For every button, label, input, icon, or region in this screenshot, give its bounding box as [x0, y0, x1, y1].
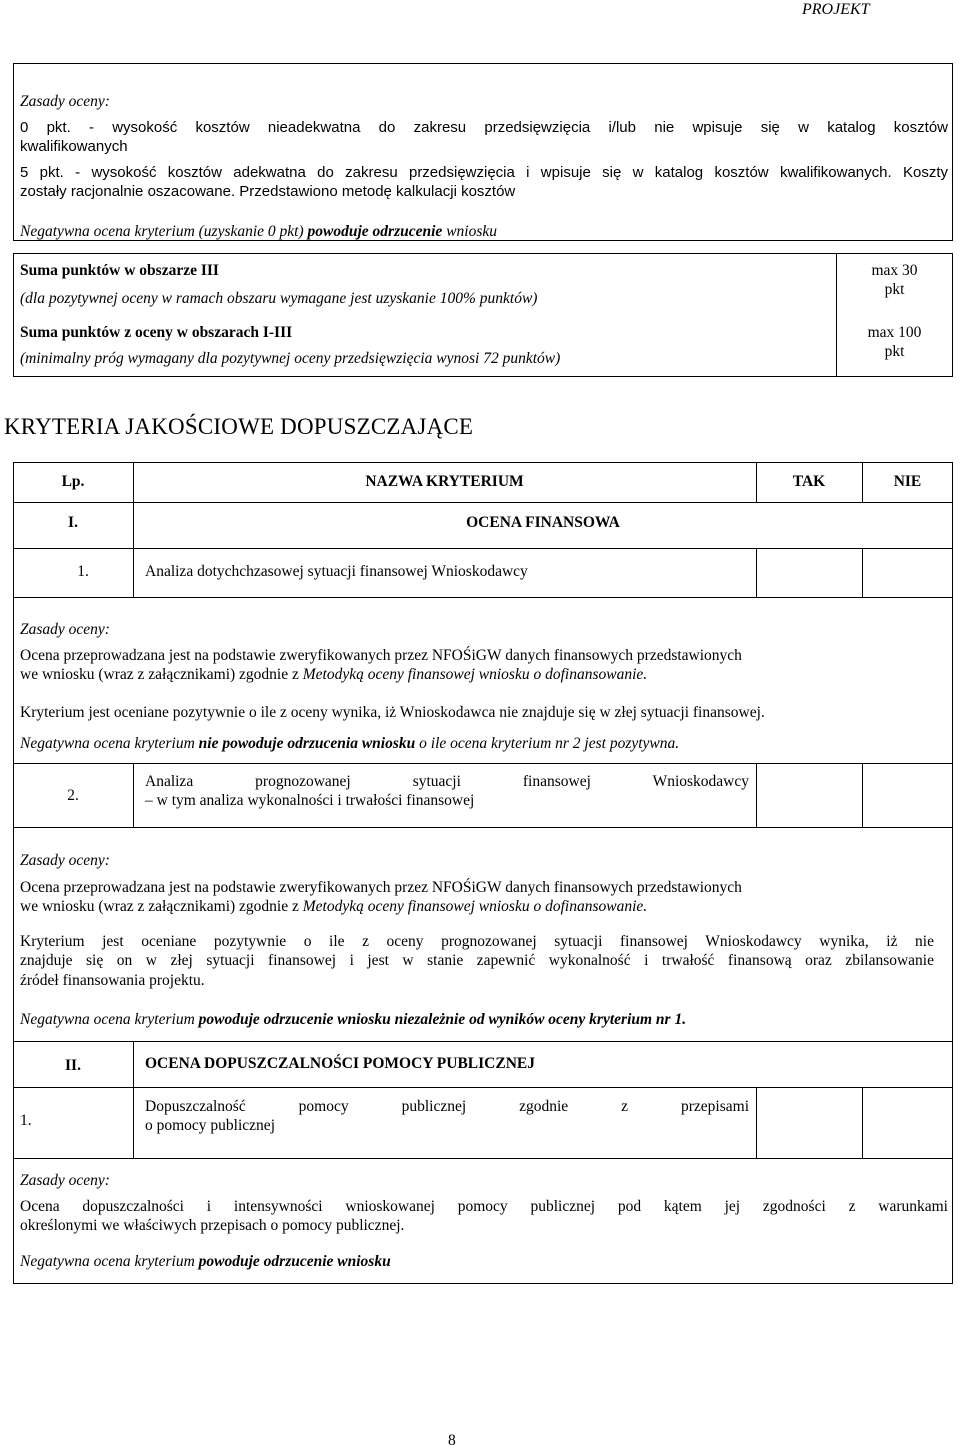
criterion-i2-rule-text: Ocena przeprowadzana jest na podstawie zweryfikowanych przez NFOŚiGW danych finansowych przedstawionych we wniosku (wraz z załącznikami) zgodnie z Metodyką oceny finansowej wniosku o dofinansowanie.: [20, 879, 742, 916]
area3-sum-note: (dla pozytywnej oceny w ramach obszaru wymagane jest uzyskanie 100% punktów): [20, 290, 538, 307]
criterion-i1-number: 1.: [77, 563, 89, 580]
document-header: PROJEKT: [802, 1, 870, 18]
rule-0pkt: 0 pkt. - wysokość kosztów nieadekwatna do zakresu przedsięwzięcia i/lub nie wpisuje się w katalog kosztów kwalifikowanych: [20, 119, 948, 155]
section-i-number: I.: [68, 514, 78, 531]
criterion-i2-rules-label: Zasady oceny:: [20, 852, 110, 869]
criterion-i1-rule-positive: Kryterium jest oceniane pozytywnie o ile z oceny wynika, iż Wnioskodawca nie znajduje się w złej sytuacji finansowej.: [20, 704, 765, 721]
criterion-ii1-name: Dopuszczalność pomocy publicznej zgodnie z przepisami o pomocy publicznej: [145, 1098, 749, 1135]
section-ii-number: II.: [65, 1057, 81, 1074]
criterion-ii1-number: 1.: [20, 1112, 32, 1129]
criterion-ii1-yes-cell[interactable]: [757, 1088, 861, 1157]
criterion-i1-no-cell[interactable]: [863, 549, 952, 596]
section-ii-title: OCENA DOPUSZCZALNOŚCI POMOCY PUBLICZNEJ: [145, 1055, 535, 1072]
col-lp: Lp.: [61, 473, 85, 490]
col-no: NIE: [893, 473, 922, 490]
area3-sum-title: Suma punktów w obszarze III: [20, 262, 219, 279]
criterion-ii1-rules-label: Zasady oceny:: [20, 1172, 110, 1189]
total-max: max 100 pkt: [867, 324, 922, 361]
total-sum-title: Suma punktów z oceny w obszarach I-III: [20, 324, 293, 341]
criterion-i2-no-cell[interactable]: [863, 764, 952, 826]
section-heading: KRYTERIA JAKOŚCIOWE DOPUSZCZAJĄCE: [4, 414, 474, 439]
criterion-i1-name: Analiza dotychchzasowej sytuacji finansowej Wnioskodawcy: [145, 563, 528, 580]
col-yes: TAK: [792, 473, 826, 490]
area3-max: max 30 pkt: [871, 262, 918, 299]
rules-label: Zasady oceny:: [20, 93, 110, 110]
criterion-i2-yes-cell[interactable]: [757, 764, 861, 826]
criterion-i2-name: Analiza prognozowanej sytuacji finansowej Wnioskodawcy – w tym analiza wykonalności i trwałości finansowej: [145, 773, 749, 810]
criterion-ii1-rule-text: Ocena dopuszczalności i intensywności wnioskowanej pomocy publicznej pod kątem jej zgodności z warunkami określonymi we właściwych przepisach o pomocy publicznej.: [20, 1198, 948, 1235]
criterion-i2-number: 2.: [67, 787, 79, 804]
total-sum-note: (minimalny próg wymagany dla pozytywnej oceny przedsięwzięcia wynosi 72 punktów): [20, 350, 561, 367]
criterion-i1-yes-cell[interactable]: [757, 549, 861, 596]
criterion-i2-rule-positive: Kryterium jest oceniane pozytywnie o ile z oceny prognozowanej sytuacji finansowej Wnioskodawcy wynika, iż nie znajduje się on w złej sytuacji finansowej i jest w stanie zapewnić wykonalność i trwałość finansową oraz zbilansowanie źródeł finansowania projektu.: [20, 933, 934, 989]
negative-rule: Negatywna ocena kryterium (uzyskanie 0 pkt) powoduje odrzucenie wniosku: [20, 223, 497, 240]
criterion-ii1-no-cell[interactable]: [863, 1088, 952, 1157]
criterion-i1-rules-label: Zasady oceny:: [20, 621, 110, 638]
col-name: NAZWA KRYTERIUM: [365, 473, 524, 490]
criterion-i1-rule-text: Ocena przeprowadzana jest na podstawie zweryfikowanych przez NFOŚiGW danych finansowych przedstawionych we wniosku (wraz z załącznikami) zgodnie z Metodyką oceny finansowej wniosku o dofinansowanie.: [20, 647, 742, 684]
page-number: 8: [448, 1432, 456, 1449]
rule-5pkt: 5 pkt. - wysokość kosztów adekwatna do zakresu przedsięwzięcia i wpisuje się w katalog kosztów kwalifikowanych. Koszty zostały racjonalnie oszacowane. Przedstawiono metodę kalkulacji kosztów: [20, 164, 948, 200]
criterion-i1-negative: Negatywna ocena kryterium nie powoduje odrzucenia wniosku o ile ocena kryterium nr 2 jest pozytywna.: [20, 735, 680, 752]
criterion-i2-negative: Negatywna ocena kryterium powoduje odrzucenie wniosku niezależnie od wyników oceny kryterium nr 1.: [20, 1011, 687, 1028]
criterion-ii1-negative: Negatywna ocena kryterium powoduje odrzucenie wniosku: [20, 1253, 391, 1270]
section-i-title: OCENA FINANSOWA: [466, 514, 620, 531]
